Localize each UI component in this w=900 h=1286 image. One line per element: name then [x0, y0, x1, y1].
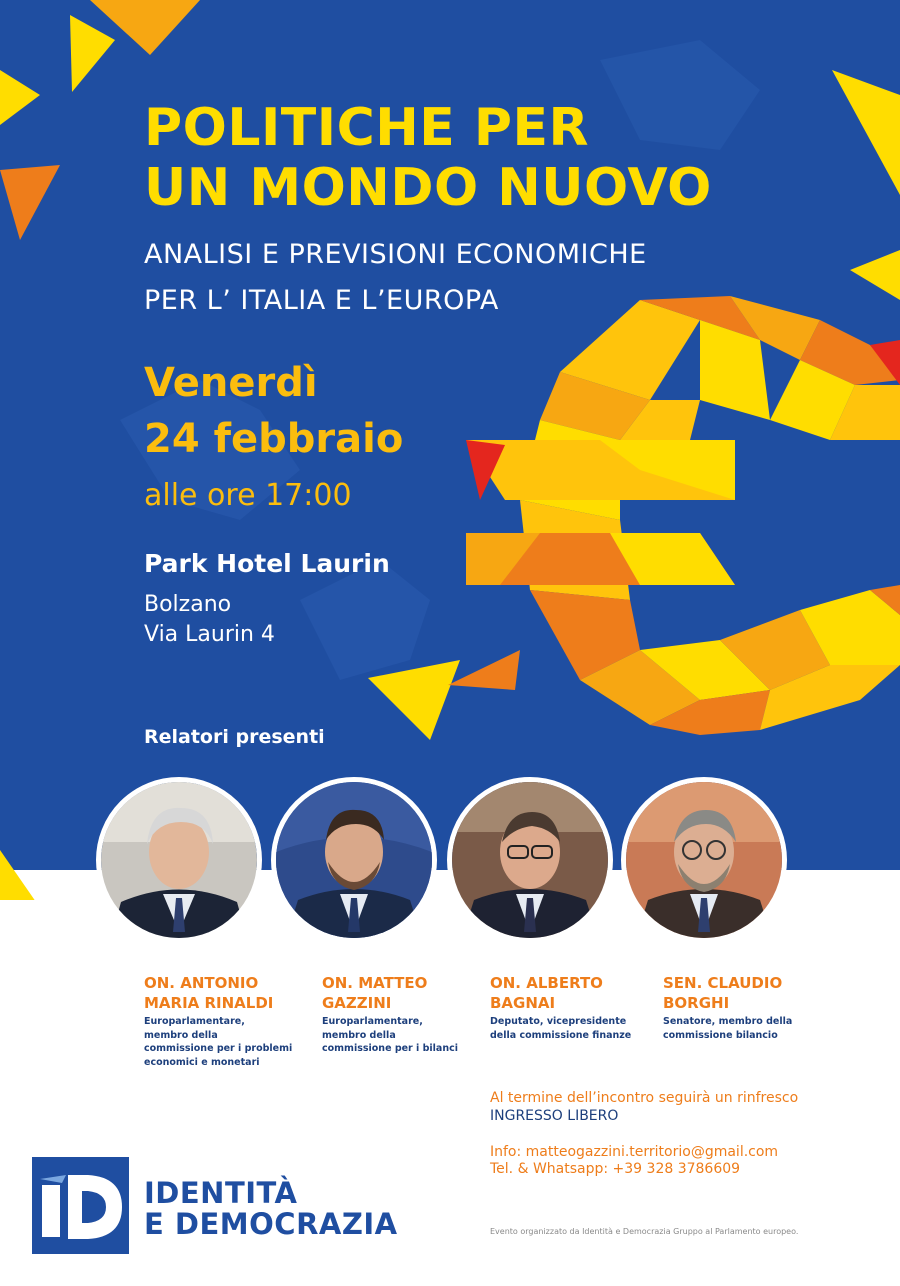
event-time: alle ore 17:00 [144, 478, 352, 513]
speaker-4-name-line-1: SEN. CLAUDIO [663, 974, 783, 992]
speaker-portrait-4 [621, 777, 787, 943]
speaker-2-role-line-3: commissione per i bilanci [322, 1043, 458, 1054]
speaker-3-role-line-1: Deputato, vicepresidente [490, 1016, 627, 1027]
speaker-2-role-line-1: Europarlamentare, [322, 1016, 423, 1027]
speaker-portrait-2 [271, 777, 437, 943]
logo-line-1: IDENTITÀ [144, 1176, 298, 1210]
speaker-4-role [663, 1015, 792, 1042]
event-subtitle [144, 232, 647, 324]
event-date: 24 febbraio [144, 416, 404, 462]
subtitle-line-2: PER L’ ITALIA E L’EUROPA [144, 285, 499, 316]
speaker-2-name-line-2: GAZZINI [322, 994, 392, 1012]
id-logo-icon [32, 1157, 129, 1254]
speaker-1-role-line-4: economici e monetari [144, 1056, 260, 1068]
speaker-2-role [322, 1015, 458, 1056]
speaker-1-role [144, 1015, 292, 1069]
speaker-1-name-line-2: MARIA RINALDI [144, 994, 274, 1012]
logo-line-2: E DEMOCRAZIA [144, 1207, 398, 1241]
speaker-1-role-line-1: Europarlamentare, [144, 1016, 245, 1027]
logo-mark [32, 1157, 129, 1254]
event-day: Venerdì [144, 360, 318, 406]
speaker-4-name [663, 973, 782, 1013]
speaker-portrait-3 [447, 777, 613, 943]
venue-city: Bolzano [144, 592, 232, 617]
speaker-3-name-line-2: BAGNAI [490, 994, 556, 1012]
speaker-4-role-line-2: commissione bilancio [663, 1029, 778, 1041]
title-line-1: POLITICHE PER [144, 98, 590, 158]
venue-address: Via Laurin 4 [144, 622, 275, 647]
logo-wordmark [144, 1178, 398, 1240]
venue-name: Park Hotel Laurin [144, 549, 390, 578]
organizer-note: Evento organizzato da Identità e Democrazia Gruppo al Parlamento europeo. [490, 1227, 799, 1236]
speaker-3-name-line-1: ON. ALBERTO [490, 974, 603, 992]
contact-email[interactable]: Info: matteogazzini.territorio@gmail.com [490, 1144, 779, 1160]
contact-phone[interactable]: Tel. & Whatsapp: +39 328 3786609 [490, 1161, 741, 1177]
speaker-1-role-line-3: commissione per i problemi [144, 1043, 293, 1054]
speaker-2-name-line-1: ON. MATTEO [322, 974, 428, 992]
speaker-1-role-line-2: membro della [144, 1029, 218, 1041]
event-title [144, 98, 712, 218]
speaker-3-name [490, 973, 603, 1013]
speaker-4-role-line-1: Senatore, membro della [663, 1016, 793, 1027]
speaker-2-name [322, 973, 427, 1013]
speaker-3-role [490, 1015, 631, 1042]
speaker-1-name [144, 973, 273, 1013]
title-line-2: UN MONDO NUOVO [144, 158, 712, 218]
speaker-portrait-1 [96, 777, 262, 943]
speaker-4-name-line-2: BORGHI [663, 994, 730, 1012]
subtitle-line-1: ANALISI E PREVISIONI ECONOMICHE [144, 239, 647, 270]
refreshment-note: Al termine dell’incontro seguirà un rinfresco [490, 1090, 799, 1106]
free-entry-note: INGRESSO LIBERO [490, 1108, 619, 1124]
speakers-heading: Relatori presenti [144, 726, 325, 748]
euro-symbol-icon [466, 296, 900, 735]
speaker-2-role-line-2: membro della [322, 1029, 396, 1041]
speaker-1-name-line-1: ON. ANTONIO [144, 974, 259, 992]
speaker-3-role-line-2: della commissione finanze [490, 1029, 632, 1041]
